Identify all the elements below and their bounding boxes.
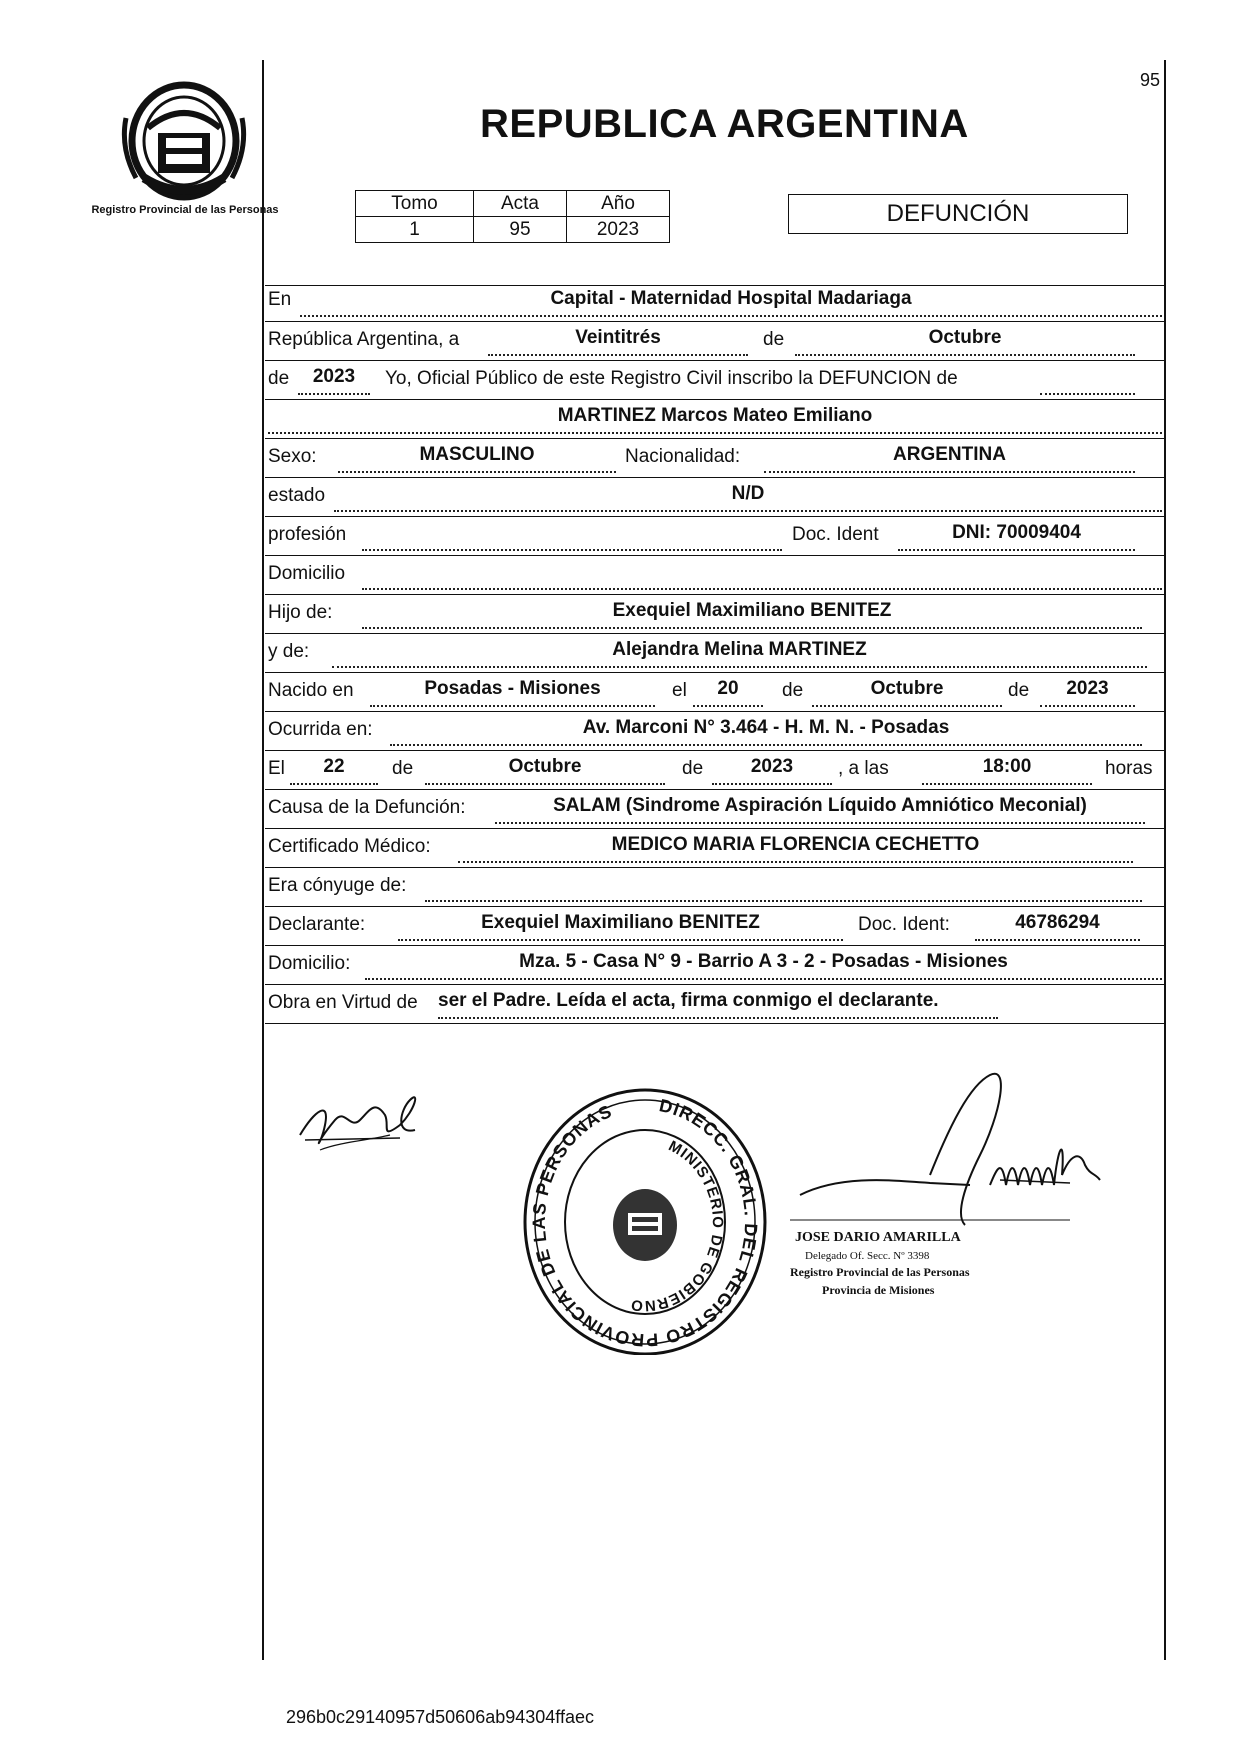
row-separator [265, 672, 1165, 673]
row-separator [265, 750, 1165, 751]
field-underline [398, 939, 843, 941]
label-el: el [672, 680, 687, 701]
row-separator [265, 906, 1165, 907]
label-de-year: de [268, 368, 290, 389]
field-underline [268, 432, 1162, 434]
field-underline [290, 783, 378, 785]
label-profesion: profesión [268, 524, 347, 545]
field-underline [362, 627, 1142, 629]
deceased-dni: DNI: 70009404 [952, 522, 1081, 543]
place-of-death: Capital - Maternidad Hospital Madariaga [550, 288, 912, 309]
obra-value: ser el Padre. Leída el acta, firma conmigo el declarante. [438, 990, 939, 1011]
medical-certificate: MEDICO MARIA FLORENCIA CECHETTO [611, 834, 980, 855]
row-separator [265, 477, 1165, 478]
field-underline [390, 744, 1142, 746]
document-hash: 296b0c29140957d50606ab94304ffaec [286, 1707, 594, 1727]
right-margin-line [1164, 60, 1166, 1660]
label-certificado: Certificado Médico: [268, 836, 431, 857]
deceased-name: MARTINEZ Marcos Mateo Emiliano [557, 405, 873, 426]
organization-name: Registro Provincial de las Personas [91, 204, 279, 216]
row-separator [265, 867, 1165, 868]
anio-header: Año [567, 191, 670, 217]
birth-day: 20 [717, 678, 739, 699]
stamp-ring-text: DIRECC. GRAL. DEL REGISTRO PROVINCIAL DE LAS PERSONAS [528, 1095, 762, 1351]
province-seal-logo [118, 78, 250, 204]
row-separator [265, 516, 1165, 517]
field-underline [812, 705, 1002, 707]
row-separator [265, 633, 1165, 634]
row-separator [265, 555, 1165, 556]
left-margin-line [262, 60, 264, 1660]
registry-table [355, 190, 670, 243]
row-separator [265, 984, 1165, 985]
label-de-death-month: de [392, 758, 414, 779]
official-name: JOSE DARIO AMARILLA [795, 1230, 961, 1245]
death-month: Octubre [508, 756, 582, 777]
label-republica: República Argentina, a [268, 329, 460, 350]
label-ocurrida-en: Ocurrida en: [268, 719, 373, 740]
stamp-inner-text: MINISTERIO DE GOBIERNO [629, 1137, 726, 1315]
field-underline [922, 783, 1092, 785]
official-title: Delegado Of. Secc. Nº 3398 [805, 1250, 930, 1262]
label-y-de: y de: [268, 641, 310, 662]
field-underline [425, 900, 1142, 902]
field-underline [975, 939, 1140, 941]
label-de-birth-month: de [782, 680, 804, 701]
official-stamp [520, 1085, 770, 1355]
row-separator [265, 399, 1165, 400]
label-sexo: Sexo: [268, 446, 317, 467]
death-day: 22 [323, 756, 345, 777]
label-causa: Causa de la Defunción: [268, 797, 466, 818]
field-underline [298, 393, 370, 395]
field-underline [362, 588, 1162, 590]
label-yo: Yo, Oficial Público de este Registro Civil inscribo la DEFUNCION de [385, 368, 958, 389]
row-separator [265, 945, 1165, 946]
label-obra: Obra en Virtud de [268, 992, 418, 1013]
label-de: de [763, 329, 785, 350]
row-separator [265, 789, 1165, 790]
label-horas: horas [1105, 758, 1153, 779]
mother-name: Alejandra Melina MARTINEZ [612, 639, 867, 660]
acta-value: 95 [474, 217, 567, 243]
row-separator [265, 828, 1165, 829]
tomo-header: Tomo [356, 191, 474, 217]
field-underline [898, 549, 1135, 551]
label-domicilio: Domicilio [268, 563, 346, 584]
label-de-death-year: de [682, 758, 704, 779]
anio-value: 2023 [567, 217, 670, 243]
field-underline [332, 666, 1147, 668]
label-doc-ident: Doc. Ident [792, 524, 879, 545]
label-de-birth-year: de [1008, 680, 1030, 701]
civil-status-value: N/D [731, 483, 765, 504]
row-separator [265, 1023, 1165, 1024]
label-nacionalidad: Nacionalidad: [625, 446, 741, 467]
declarant-name: Exequiel Maximiliano BENITEZ [481, 912, 760, 933]
label-domicilio-declarant: Domicilio: [268, 953, 351, 974]
row-separator [265, 285, 1165, 286]
label-hijo-de: Hijo de: [268, 602, 333, 623]
label-a-las: , a las [838, 758, 889, 779]
field-underline [488, 354, 748, 356]
row-separator [265, 438, 1165, 439]
field-underline [334, 510, 1162, 512]
label-estado: estado [268, 485, 326, 506]
field-underline [338, 471, 616, 473]
sex-value: MASCULINO [419, 444, 535, 465]
tomo-value: 1 [356, 217, 474, 243]
row-separator [265, 711, 1165, 712]
label-el-date: El [268, 758, 285, 779]
birth-place: Posadas - Misiones [424, 678, 601, 699]
father-name: Exequiel Maximiliano BENITEZ [612, 600, 892, 621]
death-time: 18:00 [982, 756, 1032, 777]
field-underline [693, 705, 763, 707]
row-separator [265, 360, 1165, 361]
nationality-value: ARGENTINA [893, 444, 1006, 465]
row-separator [265, 594, 1165, 595]
cause-of-death: SALAM (Sindrome Aspiración Líquido Amniótico Meconial) [553, 795, 1087, 816]
death-year: 2023 [750, 756, 794, 777]
document-title: REPUBLICA ARGENTINA [480, 102, 969, 146]
field-underline [362, 549, 782, 551]
field-underline [425, 783, 665, 785]
field-underline [764, 471, 1135, 473]
row-separator [265, 321, 1165, 322]
field-underline [1040, 393, 1135, 395]
year: 2023 [312, 366, 356, 387]
document-type-box: DEFUNCIÓN [788, 194, 1128, 234]
field-underline [712, 783, 832, 785]
birth-year: 2023 [1066, 678, 1109, 699]
month: Octubre [928, 327, 1002, 348]
declarant-doc: 46786294 [1015, 912, 1100, 933]
field-underline [300, 315, 1162, 317]
label-conyuge: Era cónyuge de: [268, 875, 407, 896]
field-underline [438, 1017, 998, 1019]
field-underline [370, 705, 655, 707]
label-doc-ident-declarant: Doc. Ident: [858, 914, 950, 935]
label-declarante: Declarante: [268, 914, 366, 935]
field-underline [495, 822, 1145, 824]
field-underline [458, 861, 1133, 863]
declarant-address: Mza. 5 - Casa N° 9 - Barrio A 3 - 2 - Posadas - Misiones [519, 951, 1008, 972]
place-of-occurrence: Av. Marconi N° 3.464 - H. M. N. - Posadas [582, 717, 950, 738]
label-nacido-en: Nacido en [268, 680, 354, 701]
page-number: 95 [1140, 70, 1161, 90]
day-text: Veintitrés [575, 327, 661, 348]
declarant-signature [290, 1080, 440, 1160]
birth-month: Octubre [870, 678, 944, 699]
field-underline [1040, 705, 1135, 707]
field-underline [795, 354, 1135, 356]
field-underline [365, 978, 1162, 980]
acta-header: Acta [474, 191, 567, 217]
official-org: Registro Provincial de las Personas [790, 1265, 970, 1279]
official-province: Provincia de Misiones [822, 1283, 935, 1297]
label-en: En [268, 289, 292, 310]
